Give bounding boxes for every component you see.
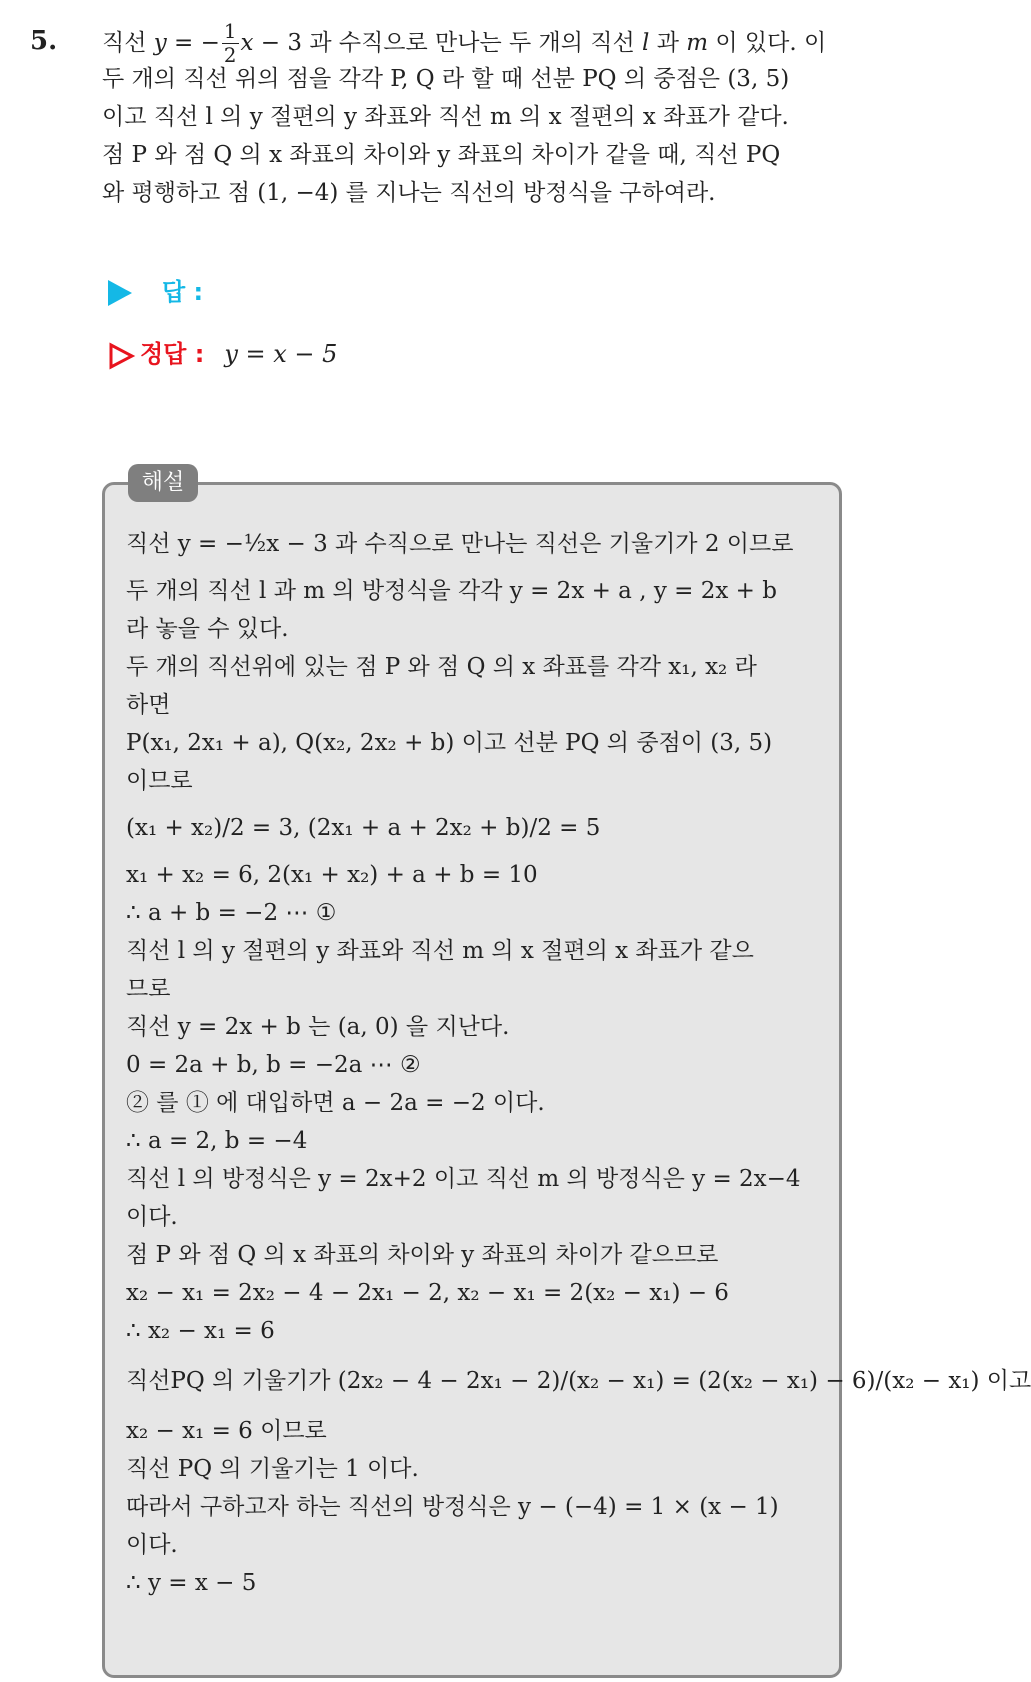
solution-line: 라 놓을 수 있다.: [126, 616, 289, 642]
solution-line: 직선 PQ 의 기울기는 1 이다.: [126, 1456, 419, 1482]
question-number: 5.: [30, 26, 58, 56]
solution-line: 므로: [126, 976, 171, 1002]
solution-line: 이다.: [126, 1532, 178, 1558]
question-line-5: 와 평행하고 점 (1, −4) 를 지나는 직선의 방정식을 구하여라.: [102, 180, 716, 206]
solution-body: [126, 516, 1031, 1602]
question-line-4: 점 P 와 점 Q 의 x 좌표의 차이와 y 좌표의 차이가 같을 때, 직선 PQ: [102, 142, 781, 168]
solution-line: 두 개의 직선위에 있는 점 P 와 점 Q 의 x 좌표를 각각 x₁, x₂ 라: [126, 654, 757, 680]
solution-line: 따라서 구하고자 하는 직선의 방정식은 y − (−4) = 1 × (x − 1): [126, 1494, 779, 1520]
solution-line: P(x₁, 2x₁ + a), Q(x₂, 2x₂ + b) 이고 선분 PQ 의 중점이 (3, 5): [126, 730, 773, 756]
solution-line: x₁ + x₂ = 6, 2(x₁ + x₂) + a + b = 10: [126, 862, 538, 888]
outline-triangle-icon: [108, 343, 134, 369]
solution-line: 이므로: [126, 768, 193, 794]
question-text: [102, 22, 862, 212]
solution-line: ∴ y = x − 5: [126, 1570, 257, 1596]
play-triangle-icon: [108, 280, 132, 306]
solution-line: x₂ − x₁ = 2x₂ − 4 − 2x₁ − 2, x₂ − x₁ = 2(x₂ − x₁) − 6: [126, 1280, 729, 1306]
question-line-3: 이고 직선 l 의 y 절편의 y 좌표와 직선 m 의 x 절편의 x 좌표가 같다.: [102, 104, 789, 130]
answer-label: 답 :: [162, 278, 204, 306]
solution-line: ∴ x₂ − x₁ = 6: [126, 1318, 275, 1344]
solution-line: 직선 y = 2x + b 는 (a, 0) 을 지난다.: [126, 1014, 510, 1040]
correct-answer-row: [108, 334, 337, 369]
solution-line: 점 P 와 점 Q 의 x 좌표의 차이와 y 좌표의 차이가 같으므로: [126, 1242, 719, 1268]
fraction-one-half: $\frac{1}{2}$: [223, 20, 237, 67]
solution-line: 두 개의 직선 l 과 m 의 방정식을 각각 y = 2x + a , y = 2x + b: [126, 578, 777, 604]
question-line-1: 직선 y = − $\frac{1}{2}$ x − 3 과 수직으로 만나는 두 개의 직선 l 과 m 이 있다. 이: [102, 20, 827, 67]
solution-line: 직선 l 의 y 절편의 y 좌표와 직선 m 의 x 절편의 x 좌표가 같으: [126, 938, 754, 964]
solution-line: x₂ − x₁ = 6 이므로: [126, 1418, 327, 1444]
solution-line: 이다.: [126, 1204, 178, 1230]
solution-line: 0 = 2a + b, b = −2a ⋯ ②: [126, 1052, 421, 1078]
solution-line: ∴ a = 2, b = −4: [126, 1128, 308, 1154]
solution-line: 직선 y = −½x − 3 과 수직으로 만나는 직선은 기울기가 2 이므로: [126, 531, 794, 557]
solution-tab-label: 해설: [128, 464, 198, 502]
solution-line: ∴ a + b = −2 ⋯ ①: [126, 900, 337, 926]
solution-line: 하면: [126, 692, 171, 718]
correct-answer-label: 정답 :: [140, 340, 205, 368]
solution-line: 직선PQ 의 기울기가 (2x₂ − 4 − 2x₁ − 2)/(x₂ − x₁) = (2(x₂ − x₁) − 6)/(x₂ − x₁) 이고: [126, 1368, 1031, 1394]
question-line-2: 두 개의 직선 위의 점을 각각 P, Q 라 할 때 선분 PQ 의 중점은 (3, 5): [102, 66, 790, 92]
answer-row: [108, 272, 203, 307]
correct-answer-value: y = x − 5: [224, 340, 338, 368]
solution-line: (x₁ + x₂)/2 = 3, (2x₁ + a + 2x₂ + b)/2 = 5: [126, 815, 601, 841]
solution-line: 직선 l 의 방정식은 y = 2x+2 이고 직선 m 의 방정식은 y = 2x−4: [126, 1166, 801, 1192]
solution-line: ② 를 ① 에 대입하면 a − 2a = −2 이다.: [126, 1090, 545, 1116]
